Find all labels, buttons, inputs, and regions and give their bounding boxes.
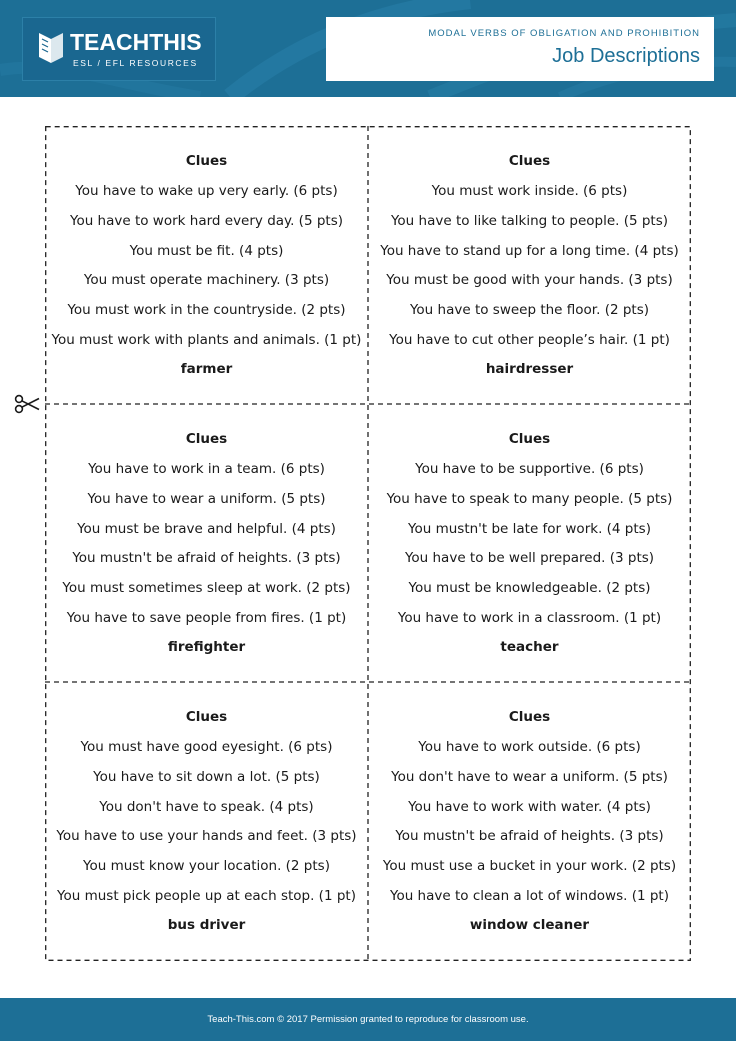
clue-line: You must pick people up at each stop. (1 pt) <box>57 888 356 904</box>
clue-line: You must work inside. (6 pts) <box>431 183 628 199</box>
worksheet-topic: MODAL VERBS OF OBLIGATION AND PROHIBITION <box>428 28 700 39</box>
clue-line: You have to save people from fires. (1 pt) <box>66 610 347 626</box>
clue-line: You have to be well prepared. (3 pts) <box>404 550 655 566</box>
card-heading: Clues <box>185 709 228 725</box>
clue-line: You have to work in a team. (6 pts) <box>88 461 325 477</box>
footer-banner <box>0 998 736 1041</box>
clue-line: You have to work hard every day. (5 pts) <box>69 213 343 229</box>
card-answer: farmer <box>180 361 233 377</box>
clue-line: You must use a bucket in your work. (2 pts) <box>382 858 677 874</box>
clue-line: You have to sweep the floor. (2 pts) <box>409 302 650 318</box>
brand-name: TEACHTHIS <box>70 29 202 55</box>
header-banner <box>0 0 736 97</box>
title-panel <box>326 17 714 81</box>
clue-line: You have to be supportive. (6 pts) <box>415 461 644 477</box>
clue-line: You must have good eyesight. (6 pts) <box>80 739 333 755</box>
card-answer: bus driver <box>167 917 246 933</box>
worksheet-title: Job Descriptions <box>552 45 700 67</box>
clue-line: You have to work with water. (4 pts) <box>408 799 651 815</box>
clue-line: You must be fit. (4 pts) <box>129 243 284 259</box>
clue-line: You must operate machinery. (3 pts) <box>83 272 330 288</box>
card-heading: Clues <box>508 709 551 725</box>
job-card-3 <box>45 404 368 682</box>
clue-line: You have to cut other people’s hair. (1 pt) <box>389 332 670 348</box>
clue-line: You mustn't be afraid of heights. (3 pts) <box>395 828 664 844</box>
clue-line: You have to use your hands and feet. (3 pts) <box>56 828 357 844</box>
clue-line: You must work in the countryside. (2 pts) <box>67 302 346 318</box>
clue-line: You have to clean a lot of windows. (1 pt) <box>390 888 669 904</box>
card-answer: hairdresser <box>485 361 574 377</box>
copyright-notice: Teach-This.com © 2017 Permission granted to reproduce for classroom use. <box>207 1014 529 1025</box>
card-heading: Clues <box>185 153 228 169</box>
clue-line: You must know your location. (2 pts) <box>83 858 330 874</box>
clue-line: You have to wear a uniform. (5 pts) <box>87 491 326 507</box>
card-heading: Clues <box>185 431 228 447</box>
card-heading: Clues <box>508 153 551 169</box>
clue-line: You must be good with your hands. (3 pts) <box>386 272 673 288</box>
card-grid <box>45 126 691 961</box>
clue-line: You have to sit down a lot. (5 pts) <box>93 769 320 785</box>
clue-line: You have to speak to many people. (5 pts) <box>386 491 673 507</box>
card-answer: window cleaner <box>469 917 590 933</box>
clue-line: You mustn't be late for work. (4 pts) <box>408 521 651 537</box>
clue-line: You have to stand up for a long time. (4 pts) <box>380 243 679 259</box>
brand-subtitle: ESL / EFL RESOURCES <box>73 58 198 68</box>
card-answer: firefighter <box>167 639 246 655</box>
clue-line: You have to work in a classroom. (1 pt) <box>397 610 662 626</box>
job-card-5 <box>45 682 368 960</box>
clue-line: You must sometimes sleep at work. (2 pts) <box>62 580 351 596</box>
job-card-6 <box>368 682 691 960</box>
card-answer: teacher <box>500 639 559 655</box>
job-card-2 <box>368 126 691 404</box>
teachthis-logo[interactable] <box>22 17 216 81</box>
clue-line: You must be knowledgeable. (2 pts) <box>408 580 651 596</box>
clue-line: You don't have to speak. (4 pts) <box>99 799 314 815</box>
job-card-1 <box>45 126 368 404</box>
clue-line: You have to work outside. (6 pts) <box>418 739 641 755</box>
clue-line: You must be brave and helpful. (4 pts) <box>77 521 336 537</box>
card-heading: Clues <box>508 431 551 447</box>
book-logo-icon <box>35 29 67 67</box>
clue-line: You have to wake up very early. (6 pts) <box>75 183 338 199</box>
clue-line: You have to like talking to people. (5 pts) <box>390 213 669 229</box>
scissors-icon <box>14 394 40 414</box>
clue-line: You don't have to wear a uniform. (5 pts) <box>391 769 668 785</box>
job-card-4 <box>368 404 691 682</box>
clue-line: You must work with plants and animals. (1 pt) <box>51 332 362 348</box>
clue-line: You mustn't be afraid of heights. (3 pts) <box>72 550 341 566</box>
